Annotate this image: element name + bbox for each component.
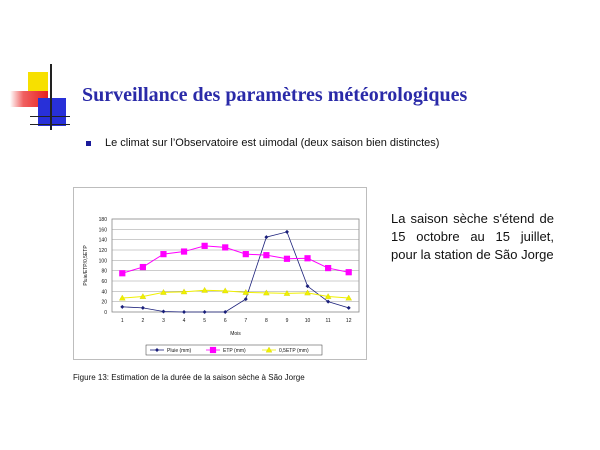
- data-point-series-2: [264, 253, 269, 258]
- bullet-item: [86, 137, 439, 149]
- x-tick-label: 4: [182, 318, 186, 324]
- data-point-series-2: [284, 256, 289, 261]
- y-tick-label: 100: [98, 258, 107, 265]
- x-tick-label: 12: [345, 318, 352, 324]
- y-tick-label: 60: [101, 279, 107, 285]
- legend-swatch-marker: [210, 347, 215, 352]
- x-tick-label: 11: [325, 318, 331, 324]
- y-tick-label: 80: [101, 268, 107, 275]
- decorative-horizontal-line: [30, 124, 70, 125]
- x-tick-label: 7: [244, 318, 248, 324]
- x-tick-label: 2: [141, 318, 145, 324]
- data-point-series-2: [120, 271, 125, 276]
- data-point-series-2: [223, 245, 228, 250]
- y-tick-label: 20: [101, 299, 107, 306]
- legend-entry-label: Pluie (mm): [167, 348, 192, 354]
- x-tick-label: 3: [162, 318, 165, 324]
- x-tick-label: 6: [223, 318, 227, 324]
- x-tick-label: 9: [285, 318, 289, 324]
- x-tick-label: 8: [264, 318, 268, 324]
- data-point-series-2: [181, 249, 186, 254]
- y-tick-label: 180: [98, 217, 107, 223]
- slide-title: Surveillance des paramètres météorologiques: [82, 84, 468, 106]
- decorative-vertical-line: [50, 64, 52, 130]
- x-tick-label: 1: [120, 318, 124, 324]
- line-chart: [74, 188, 368, 361]
- x-tick-label: 5: [203, 318, 207, 324]
- side-note-text: La saison sèche s'étend de 15 octobre au 15 juillet, pour la station de São Jorge: [391, 211, 554, 262]
- x-tick-label: 10: [304, 318, 311, 324]
- data-point-series-2: [305, 256, 310, 261]
- decorative-horizontal-line: [30, 116, 70, 117]
- y-axis-label: Pluie/ETP/0,5ETP: [83, 245, 89, 286]
- y-tick-label: 120: [98, 248, 107, 254]
- data-point-series-2: [161, 252, 166, 257]
- y-tick-label: 0: [104, 310, 107, 316]
- chart-container: [73, 187, 367, 360]
- data-point-series-2: [346, 270, 351, 275]
- decorative-blue-square: [38, 98, 66, 126]
- data-point-series-2: [243, 252, 248, 257]
- data-point-series-2: [326, 265, 331, 270]
- data-point-series-2: [202, 243, 207, 248]
- y-tick-label: 160: [98, 227, 107, 234]
- bullet-text: Le climat sur l’Observatoire est uimodal (deux saison bien distinctes): [105, 137, 440, 149]
- bullet-icon: [86, 141, 91, 146]
- data-point-series-2: [140, 264, 145, 269]
- figure-caption: Figure 13: Estimation de la durée de la saison sèche à São Jorge: [73, 373, 305, 382]
- y-tick-label: 140: [98, 237, 107, 244]
- x-axis-label: Mois: [230, 331, 241, 337]
- legend-entry-label: ETP (mm): [223, 348, 246, 354]
- y-tick-label: 40: [101, 289, 107, 296]
- legend-entry-label: 0,5ETP (mm): [279, 348, 309, 354]
